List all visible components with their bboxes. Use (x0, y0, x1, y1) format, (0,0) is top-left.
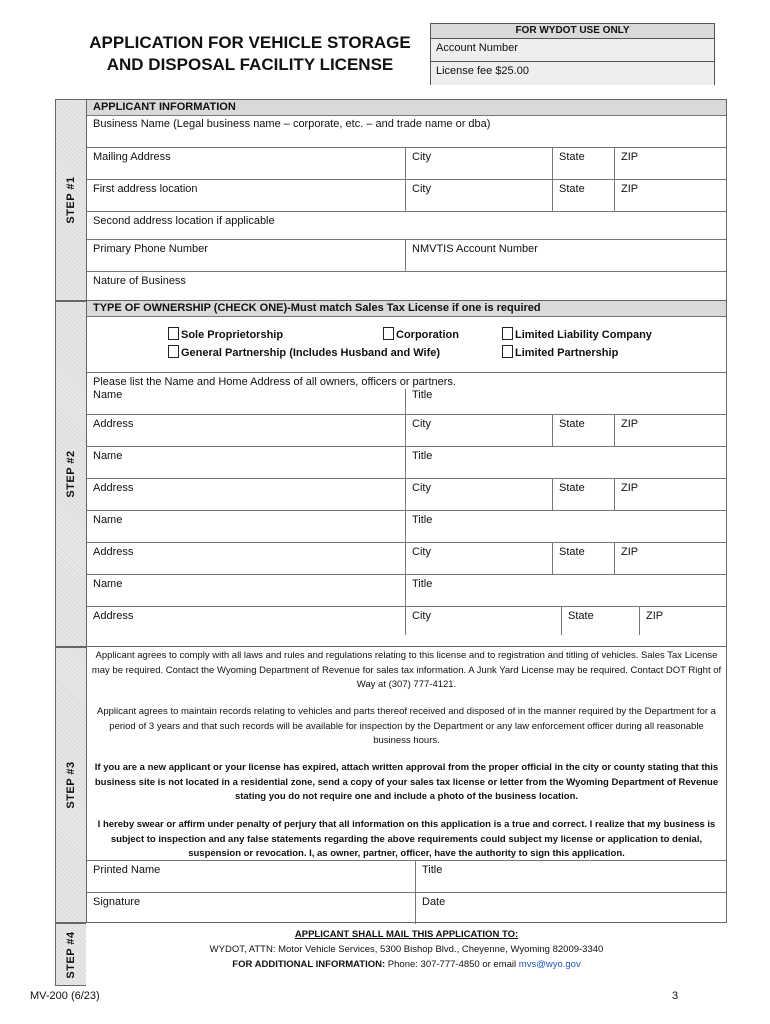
step-3-section (86, 647, 727, 923)
signature-field[interactable]: Signature (93, 896, 141, 908)
printed-name-row (87, 861, 726, 893)
mailing-address-field[interactable]: Mailing Address (93, 151, 171, 163)
step-1-label (55, 99, 86, 301)
ownership-header-text: TYPE OF OWNERSHIP (CHECK ONE)-Must match Sales Tax License if one is required (93, 302, 541, 314)
business-name-field[interactable] (87, 116, 726, 148)
perjury-statement: I hereby swear or affirm under penalty of perjury that all information on this application is a true and correct. I realize that my business is subject to inspection and any false statements regarding the above requirements could subject my license or application to denial, suspension or revocation. I, as owner, partner, officer, have the authority to sign this application. (97, 819, 716, 859)
additional-info-label: FOR ADDITIONAL INFORMATION: (232, 959, 386, 970)
owner-1-address-field[interactable]: Address (93, 418, 134, 430)
title-line-2: AND DISPOSAL FACILITY LICENSE (106, 55, 394, 74)
owner-1-title-field[interactable]: Title (405, 389, 726, 414)
checkbox-icon (502, 327, 513, 340)
owner-2-state-field[interactable]: State (552, 479, 614, 510)
llc-checkbox[interactable] (502, 327, 652, 342)
mailing-city-field[interactable]: City (405, 148, 552, 179)
applicant-info-header-text: APPLICANT INFORMATION (93, 101, 236, 113)
owner-1-state-field[interactable]: State (552, 415, 614, 446)
signature-row (87, 893, 726, 924)
owner-2-zip-field[interactable]: ZIP (614, 479, 726, 510)
checkbox-icon (383, 327, 394, 340)
limited-partnership-checkbox[interactable] (502, 345, 618, 360)
owner-3-title-field[interactable]: Title (405, 511, 726, 542)
business-name-label: Business Name (Legal business name – corporate, etc. – and trade name or dba) (93, 118, 491, 130)
step-1-text: STEP #1 (65, 176, 77, 224)
owner-1-city-field[interactable]: City (405, 415, 552, 446)
owner-2-city-field[interactable]: City (405, 479, 552, 510)
phone-row (87, 240, 726, 272)
mailing-zip-field[interactable]: ZIP (614, 148, 726, 179)
first-location-field[interactable]: First address location (93, 183, 198, 195)
records-paragraph: Applicant agrees to maintain records relating to vehicles and parts thereof received and disposed of in the manner required by the Department for a period of 3 years and that such records will be available for inspection by the Department or any law enforcement officer during all reasonable business hours. (97, 706, 716, 746)
mail-to-heading: APPLICANT SHALL MAIL THIS APPLICATION TO: (294, 929, 519, 940)
primary-phone-field[interactable]: Primary Phone Number (93, 243, 208, 255)
step-3-label (55, 647, 86, 923)
owner-3-address-row (87, 543, 726, 575)
second-location-label: Second address location if applicable (93, 215, 275, 227)
owner-3-zip-field[interactable]: ZIP (614, 543, 726, 574)
wydot-use-box (430, 23, 715, 85)
owners-note: Please list the Name and Home Address of all owners, officers or partners. (93, 376, 456, 388)
additional-info-phone: Phone: 307-777-4850 or email (385, 959, 519, 970)
owner-4-state-field[interactable]: State (561, 607, 639, 635)
general-partnership-checkbox[interactable] (168, 345, 440, 360)
owner-4-name-field[interactable]: Name (93, 578, 123, 590)
mailing-address-text: WYDOT, ATTN: Motor Vehicle Services, 5300 Bishop Blvd., Cheyenne, Wyoming 82009-3340 (209, 944, 604, 955)
nature-of-business-label: Nature of Business (93, 275, 186, 287)
mailing-address-row (87, 148, 726, 180)
sole-proprietorship-checkbox[interactable] (168, 327, 283, 342)
first-location-state-field[interactable]: State (552, 180, 614, 211)
step-2-section (86, 301, 727, 647)
step-1-section (86, 99, 727, 301)
step-4-section (86, 927, 727, 972)
new-applicant-paragraph: If you are a new applicant or your license has expired, attach written approval from the proper official in the city or county stating that this business site is not located in a residential zone, send a copy of your sales tax license or letter from the Wyoming Department of Revenue stating you do not require one and include a photo of the business location. (94, 762, 719, 802)
owner-2-title-field[interactable]: Title (405, 447, 726, 478)
signature-block (87, 860, 726, 923)
owner-4-city-field[interactable]: City (405, 607, 561, 635)
owner-4-name-row (87, 575, 726, 607)
owner-3-name-row (87, 511, 726, 543)
applicant-info-header (87, 100, 726, 116)
step-4-label (55, 923, 86, 986)
compliance-paragraph: Applicant agrees to comply with all laws and rules and regulations relating to this license and to registration and titling of vehicles. Sales Tax License may be required. Contact the Wyoming Department of Revenue for sales tax information. A Junk Yard License may be required. Contact DOT Right of Way at (307) 777-4121. (91, 650, 722, 690)
llc-label: Limited Liability Company (515, 329, 652, 341)
checkbox-icon (168, 345, 179, 358)
first-location-city-field[interactable]: City (405, 180, 552, 211)
owner-4-zip-field[interactable]: ZIP (639, 607, 726, 635)
first-location-zip-field[interactable]: ZIP (614, 180, 726, 211)
owner-1-zip-field[interactable]: ZIP (614, 415, 726, 446)
nmvtis-account-field[interactable]: NMVTIS Account Number (405, 240, 726, 271)
corporation-checkbox[interactable] (383, 327, 459, 342)
owner-2-address-row (87, 479, 726, 511)
owner-4-address-row (87, 607, 726, 635)
form-id: MV-200 (6/23) (30, 990, 100, 1002)
owner-4-address-field[interactable]: Address (93, 610, 134, 622)
license-fee-field: License fee $25.00 (431, 62, 714, 85)
page-title (70, 32, 430, 76)
owner-2-address-field[interactable]: Address (93, 482, 134, 494)
date-field[interactable]: Date (415, 893, 726, 924)
owner-2-name-field[interactable]: Name (93, 450, 123, 462)
second-location-field[interactable] (87, 212, 726, 240)
ownership-header (87, 301, 726, 317)
owner-3-state-field[interactable]: State (552, 543, 614, 574)
owner-3-city-field[interactable]: City (405, 543, 552, 574)
page-number: 3 (672, 990, 679, 1002)
owner-2-name-row (87, 447, 726, 479)
additional-info-line (86, 957, 727, 972)
step-4-text: STEP #4 (65, 930, 77, 979)
account-number-field: Account Number (431, 39, 714, 62)
step-2-label (55, 301, 86, 647)
owner-1-name-field[interactable]: Name (93, 389, 123, 401)
mailing-state-field[interactable]: State (552, 148, 614, 179)
checkbox-icon (502, 345, 513, 358)
general-partnership-label: General Partnership (Includes Husband and Wife) (181, 347, 441, 359)
step-3-text: STEP #3 (65, 761, 77, 809)
owner-1-name-row (87, 389, 726, 415)
corporation-label: Corporation (396, 329, 459, 341)
checkbox-icon (168, 327, 179, 340)
step-2-text: STEP #2 (65, 450, 77, 498)
owner-1-address-row (87, 415, 726, 447)
nature-of-business-field[interactable] (87, 272, 726, 300)
title-line-1: APPLICATION FOR VEHICLE STORAGE (89, 33, 411, 52)
email-link[interactable]: mvs@wyo.gov (518, 959, 581, 970)
wydot-use-header: FOR WYDOT USE ONLY (431, 24, 714, 39)
printed-name-field[interactable]: Printed Name (93, 864, 161, 876)
owner-3-name-field[interactable]: Name (93, 514, 123, 526)
limited-partnership-label: Limited Partnership (515, 347, 619, 359)
owner-4-title-field[interactable]: Title (405, 575, 726, 606)
signer-title-field[interactable]: Title (415, 861, 726, 892)
first-location-row (87, 180, 726, 212)
ownership-options (87, 317, 726, 373)
sole-proprietorship-label: Sole Proprietorship (181, 329, 284, 341)
owner-3-address-field[interactable]: Address (93, 546, 134, 558)
